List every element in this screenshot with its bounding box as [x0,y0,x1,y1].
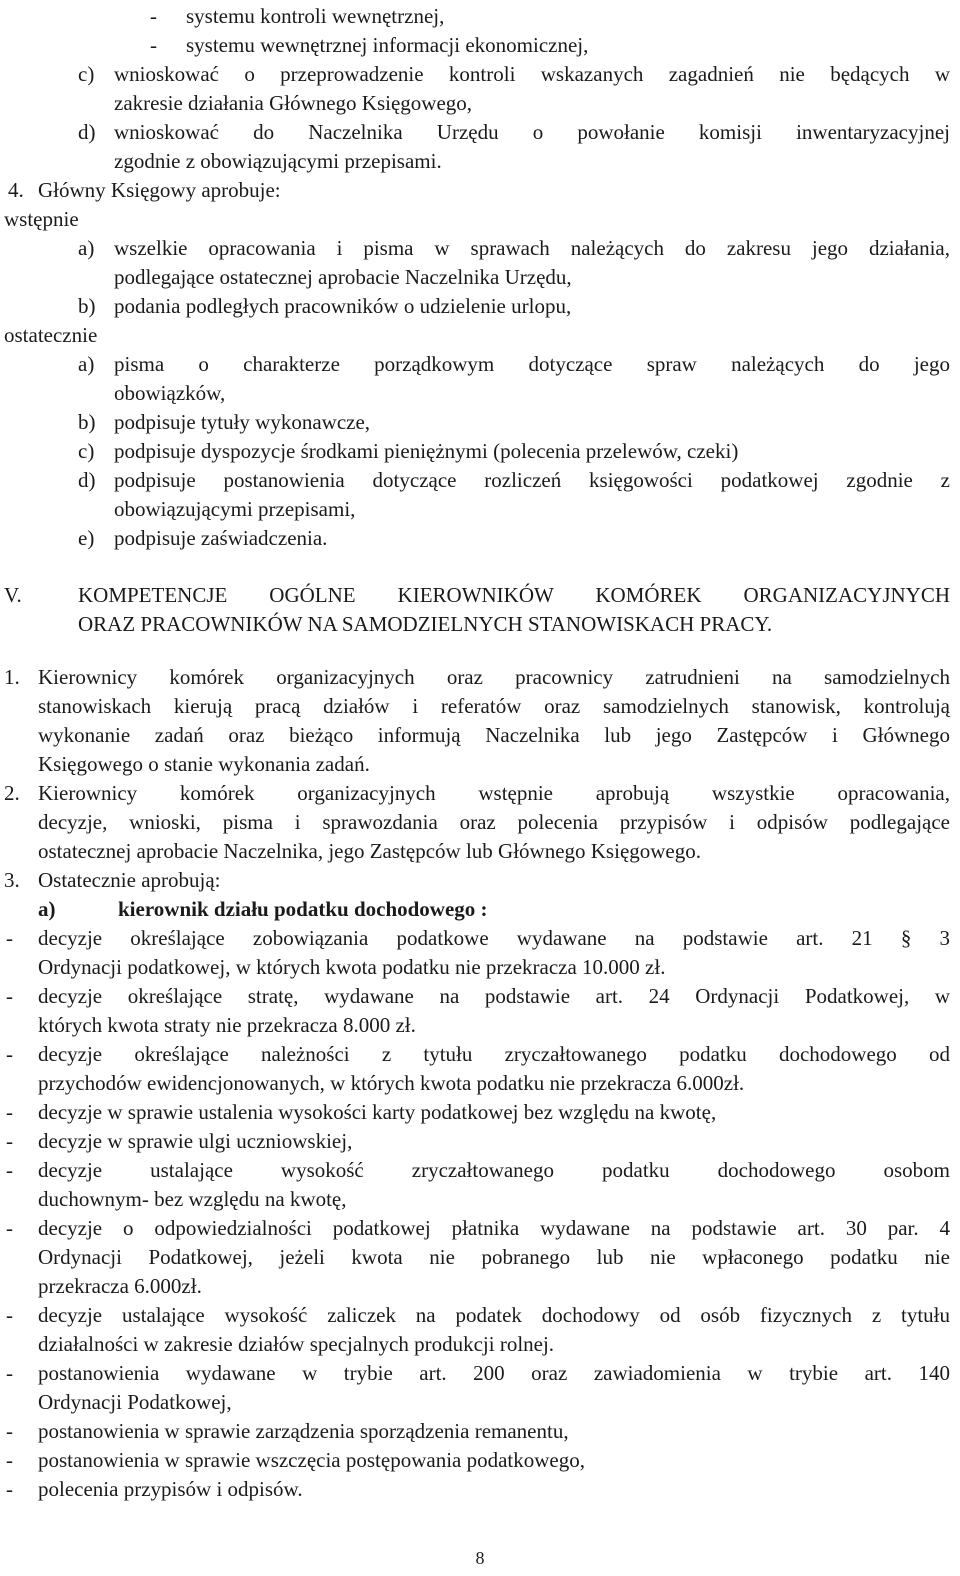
subheading: ostatecznie [4,323,98,347]
bullet-dash: - [6,926,13,950]
list-dash: - [150,33,157,57]
paragraph-line: wykonanie zadań oraz bieżąco informują Naczelnika lub jego Zastępców i Głównego [38,723,950,747]
bullet-text: decyzje w sprawie ustalenia wysokości karty podatkowej bez względu na kwotę, [38,1100,717,1124]
list-item-text: pisma o charakterze porządkowym dotyczące spraw należących do jego [114,352,950,376]
bullet-dash: - [6,1303,13,1327]
section-numeral: V. [4,583,22,607]
list-item-text: wszelkie opracowania i pisma w sprawach należących do zakresu jego działania, [114,236,950,260]
list-item-text: podpisuje postanowienia dotyczące rozliczeń księgowości podatkowej zgodnie z [114,468,950,492]
bullet-dash: - [6,1129,13,1153]
list-item-text: systemu kontroli wewnętrznej, [186,4,445,28]
list-marker: d) [78,468,96,492]
bullet-dash: - [6,1477,13,1501]
list-item-text: zgodnie z obowiązującymi przepisami. [114,149,442,173]
list-item-text: systemu wewnętrznej informacji ekonomicznej, [186,33,589,57]
item-heading: Główny Księgowy aprobuje: [38,178,281,202]
bullet-dash: - [6,1100,13,1124]
list-marker: c) [78,62,95,86]
paragraph-line: Kierownicy komórek organizacyjnych oraz pracownicy zatrudnieni na samodzielnych [38,665,950,689]
list-item-text: podpisuje dyspozycje środkami pieniężnymi (polecenia przelewów, czeki) [114,439,739,463]
paragraph-number: 2. [4,781,20,805]
paragraph-line: Kierownicy komórek organizacyjnych wstępnie aprobują wszystkie opracowania, [38,781,950,805]
bullet-text: decyzje określające stratę, wydawane na podstawie art. 24 Ordynacji Podatkowej, w [38,984,950,1008]
paragraph-line: stanowiskach kierują pracą działów i referatów oraz samodzielnych stanowisk, kontrolują [38,694,950,718]
list-marker: a) [78,352,95,376]
subsection-marker: a) [38,897,56,921]
list-marker: b) [78,294,96,318]
bullet-text: decyzje określające należności z tytułu zryczałtowanego podatku dochodowego od [38,1042,950,1066]
section-title: ORAZ PRACOWNIKÓW NA SAMODZIELNYCH STANOWISKACH PRACY. [78,612,773,636]
list-marker: e) [78,526,95,550]
list-marker: a) [78,236,95,260]
bullet-dash: - [6,1158,13,1182]
section-title: KOMPETENCJE OGÓLNE KIEROWNIKÓW KOMÓREK ORGANIZACYJNYCH [78,583,950,607]
list-item-text: wnioskować o przeprowadzenie kontroli wskazanych zagadnień nie będących w [114,62,950,86]
page-number: 8 [475,1548,485,1568]
paragraph-line: ostatecznej aprobacie Naczelnika, jego Zastępców lub Głównego Księgowego. [38,839,701,863]
subsection-heading: kierownik działu podatku dochodowego : [118,897,488,921]
list-marker: d) [78,120,96,144]
bullet-dash: - [6,1419,13,1443]
bullet-text: postanowienia w sprawie wszczęcia postępowania podatkowego, [38,1448,585,1472]
list-marker: c) [78,439,95,463]
bullet-text: duchownym- bez względu na kwotę, [38,1187,347,1211]
list-dash: - [150,4,157,28]
bullet-text: przekracza 6.000zł. [38,1274,202,1298]
bullet-text: działalności w zakresie działów specjalnych produkcji rolnej. [38,1332,555,1356]
list-item-text: obowiązującymi przepisami, [114,497,356,521]
paragraph-number: 3. [4,868,20,892]
item-number: 4. [8,178,24,202]
list-item-text: podpisuje zaświadczenia. [114,526,328,550]
bullet-text: Ordynacji Podatkowej, [38,1390,232,1414]
list-item-text: podania podległych pracowników o udzielenie urlopu, [114,294,572,318]
list-item-text: podpisuje tytuły wykonawcze, [114,410,371,434]
paragraph-number: 1. [4,665,20,689]
bullet-dash: - [6,1042,13,1066]
bullet-text: postanowienia wydawane w trybie art. 200 oraz zawiadomienia w trybie art. 140 [38,1361,950,1385]
paragraph-line: decyzje, wnioski, pisma i sprawozdania oraz polecenia przypisów i odpisów podlegające [38,810,950,834]
subheading: wstępnie [4,207,79,231]
bullet-text: polecenia przypisów i odpisów. [38,1477,303,1501]
bullet-text: przychodów ewidencjonowanych, w których kwota podatku nie przekracza 6.000zł. [38,1071,745,1095]
bullet-text: postanowienia w sprawie zarządzenia sporządzenia remanentu, [38,1419,569,1443]
bullet-text: decyzje o odpowiedzialności podatkowej płatnika wydawane na podstawie art. 30 par. 4 [38,1216,950,1240]
bullet-dash: - [6,1216,13,1240]
bullet-dash: - [6,984,13,1008]
bullet-dash: - [6,1448,13,1472]
list-item-text: obowiązków, [114,381,226,405]
bullet-dash: - [6,1361,13,1385]
bullet-text: decyzje ustalające wysokość zryczałtowanego podatku dochodowego osobom [38,1158,950,1182]
list-marker: b) [78,410,96,434]
bullet-text: Ordynacji podatkowej, w których kwota podatku nie przekracza 10.000 zł. [38,955,666,979]
list-item-text: zakresie działania Głównego Księgowego, [114,91,473,115]
bullet-text: decyzje określające zobowiązania podatkowe wydawane na podstawie art. 21 § 3 [38,926,950,950]
bullet-text: Ordynacji Podatkowej, jeżeli kwota nie pobranego lub nie wpłaconego podatku nie [38,1245,950,1269]
paragraph-heading: Ostatecznie aprobują: [38,868,221,892]
bullet-text: decyzje w sprawie ulgi uczniowskiej, [38,1129,353,1153]
list-item-text: podlegające ostatecznej aprobacie Naczelnika Urzędu, [114,265,572,289]
list-item-text: wnioskować do Naczelnika Urzędu o powołanie komisji inwentaryzacyjnej [114,120,950,144]
bullet-text: decyzje ustalające wysokość zaliczek na podatek dochodowy od osób fizycznych z tytułu [38,1303,950,1327]
bullet-text: których kwota straty nie przekracza 8.000 zł. [38,1013,416,1037]
paragraph-line: Księgowego o stanie wykonania zadań. [38,752,370,776]
